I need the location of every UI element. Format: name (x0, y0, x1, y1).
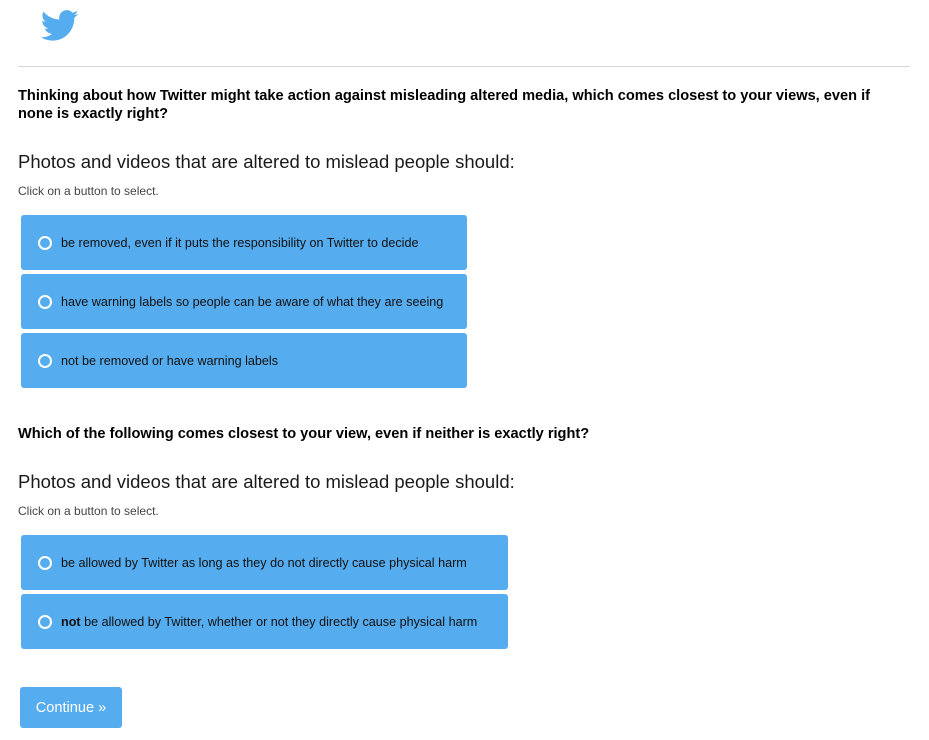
option-remove[interactable] (21, 215, 467, 270)
option-not-allowed[interactable] (21, 594, 508, 649)
radio-circle-icon (38, 556, 52, 570)
radio-circle-icon (38, 354, 52, 368)
option-label-rest: be allowed by Twitter, whether or not they directly cause physical harm (80, 614, 478, 629)
option-label: have warning labels so people can be aware of what they are seeing (61, 294, 444, 309)
prompt-1: Photos and videos that are altered to mislead people should: (18, 151, 515, 172)
option-warning-labels[interactable] (21, 274, 467, 329)
options-group-2 (21, 535, 508, 649)
radio-circle-icon (38, 295, 52, 309)
option-label (61, 615, 477, 629)
option-label: be removed, even if it puts the responsibility on Twitter to decide (61, 235, 419, 250)
option-label-emphasis: not (61, 614, 81, 629)
header-divider (18, 66, 910, 67)
option-label: be allowed by Twitter as long as they do not directly cause physical harm (61, 555, 467, 570)
radio-circle-icon (38, 615, 52, 629)
twitter-bird-icon (41, 10, 79, 42)
option-label: not be removed or have warning labels (61, 353, 279, 368)
hint-1: Click on a button to select. (18, 184, 159, 198)
option-no-action[interactable] (21, 333, 467, 388)
prompt-2: Photos and videos that are altered to mislead people should: (18, 471, 515, 492)
question-1: Thinking about how Twitter might take action against misleading altered media, which comes closest to your views, even if none is exactly right? (18, 88, 871, 122)
options-group-1 (21, 215, 467, 388)
question-2: Which of the following comes closest to your view, even if neither is exactly right? (18, 426, 590, 442)
continue-button[interactable]: Continue » (20, 687, 122, 728)
hint-2: Click on a button to select. (18, 504, 159, 518)
radio-circle-icon (38, 236, 52, 250)
option-allowed[interactable] (21, 535, 508, 590)
